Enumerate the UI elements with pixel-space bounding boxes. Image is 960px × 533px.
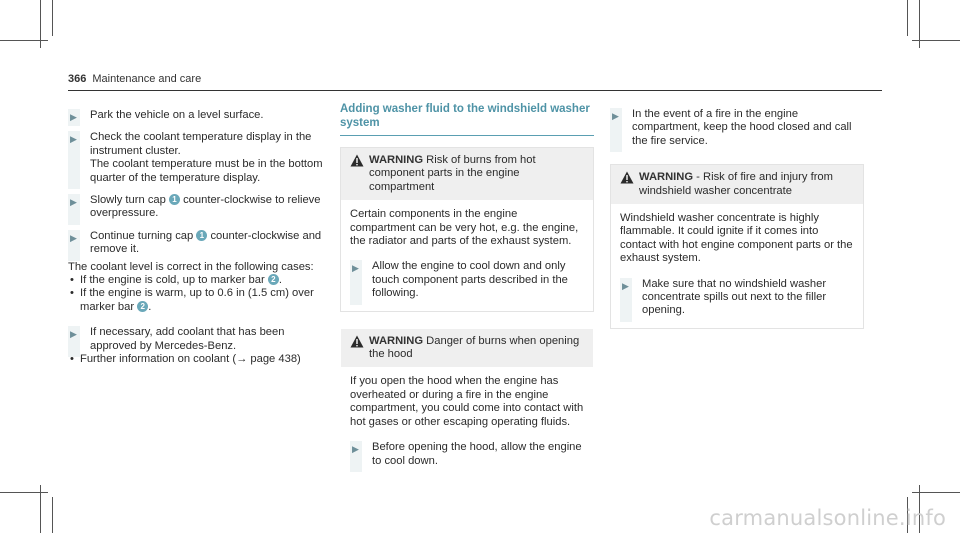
warning-label: WARNING [369,154,424,166]
case-cold [68,274,326,287]
step-arrow-icon: ▶ [70,112,77,122]
warning-box-washer [610,164,864,329]
step-arrow-icon: ▶ [70,134,77,145]
step-text: Make sure that no windshield washer concentrate spills out next to the filler opening. [642,277,827,317]
section-heading: Adding washer fluid to the windshield washer system [340,103,590,129]
warning-triangle-icon [620,171,634,184]
warning-label: WARNING [639,171,694,184]
bullet-dot: • [70,353,74,366]
bullet-dot: • [70,274,74,287]
case-text: If the engine is cold, up to marker bar [80,274,268,287]
warning-box-hood [340,328,594,479]
warning-step [350,441,584,468]
crop-mark [0,40,48,41]
step-fire [610,108,864,148]
step-text: Check the coolant temperature display in the instrument cluster. [90,131,312,157]
warning-body [611,204,863,328]
bullet-dot: • [70,287,74,300]
marker-1-icon: 1 [196,230,207,241]
step-text: In the event of a fire in the engine compartment, keep the hood closed and call the fire service. [632,108,852,147]
step-turn-cap [68,194,326,221]
heading-rule [340,135,594,136]
step-text: Park the vehicle on a level surface. [90,109,264,121]
warning-body [341,200,593,310]
case-text: . [278,274,282,287]
warning-label: WARNING [369,334,424,347]
step-text: counter-clockwise and remove it. [90,229,322,256]
step-add-coolant [68,326,326,353]
step-arrow-icon: ▶ [70,232,77,243]
step-note: The coolant temperature must be in the bottom quarter of the temperature display. [90,158,323,184]
warning-step [350,260,584,300]
step-text: If necessary, add coolant that has been approved by Mercedes-Benz. [90,326,285,352]
page-ref-link[interactable]: page 438) [247,353,301,366]
coolant-level-intro: The coolant level is correct in the following cases: [68,260,314,273]
column-2 [340,100,594,479]
warning-triangle-icon [350,335,364,348]
column-1 [68,100,326,367]
page-header [68,73,201,86]
marker-2-icon: 2 [268,274,279,285]
further-text: Further information on coolant ( [80,353,237,366]
watermark: carmanualsonline.info [709,505,946,530]
warning-title: Danger of burns when opening the hood [369,334,580,361]
step-text: Continue turning cap [90,229,197,242]
header-rule [68,90,882,91]
step-arrow-icon: ▶ [70,197,77,208]
page-ref-arrow-icon: → [236,353,248,366]
step-arrow-icon: ▶ [70,329,77,340]
step-arrow-icon: ▶ [622,280,629,291]
column-3 [610,100,864,329]
step-arrow-icon: ▶ [612,111,619,121]
case-text: If the engine is warm, up to 0.6 in (1.5 cm) over marker bar [80,287,314,313]
crop-mark [52,497,53,533]
marker-2-icon: 2 [137,301,148,312]
warning-box-burns [340,147,594,312]
step-text: Allow the engine to cool down and only touch component parts described in the following. [372,260,568,300]
crop-mark [52,0,53,36]
step-arrow-icon: ▶ [352,444,359,455]
warning-title: - Risk of fire and injury from windshield washer concentrate [639,171,833,197]
step-text: Before opening the hood, allow the engine to cool down. [372,441,582,467]
warning-title: Risk of burns from hot component parts in the engine compartment [369,154,536,193]
case-text: . [148,300,152,313]
page-number: 366 [68,73,87,85]
warning-text: If you open the hood when the engine has overheated or during a fire in the engine compartment, you could come into contact with hot gases or other escaping operating fluids. [350,375,584,428]
crop-mark [907,0,908,36]
case-warm [68,287,326,314]
crop-mark [912,492,960,493]
warning-header [341,329,593,368]
step-remove-cap [68,230,326,257]
step-park [68,109,326,122]
warning-header [611,165,863,204]
warning-header [341,148,593,200]
step-text: counter-clockwise to relieve overpressure. [90,194,321,220]
section-title: Maintenance and care [92,73,202,85]
warning-text: Certain components in the engine compartment can be very hot, e.g. the engine, the radiator and parts of the exhaust system. [350,208,579,248]
crop-mark [0,492,48,493]
warning-text: Windshield washer concentrate is highly flammable. It could ignite if it comes into contact with hot engine component parts or the exhaust system. [620,212,853,265]
warning-step [620,278,854,318]
warning-body [341,367,593,477]
warning-triangle-icon [350,154,364,167]
step-check-temperature [68,131,326,185]
step-text: Slowly turn cap [90,194,169,207]
further-info [68,353,326,366]
crop-mark [912,40,960,41]
marker-1-icon: 1 [169,194,180,205]
step-arrow-icon: ▶ [352,263,359,274]
